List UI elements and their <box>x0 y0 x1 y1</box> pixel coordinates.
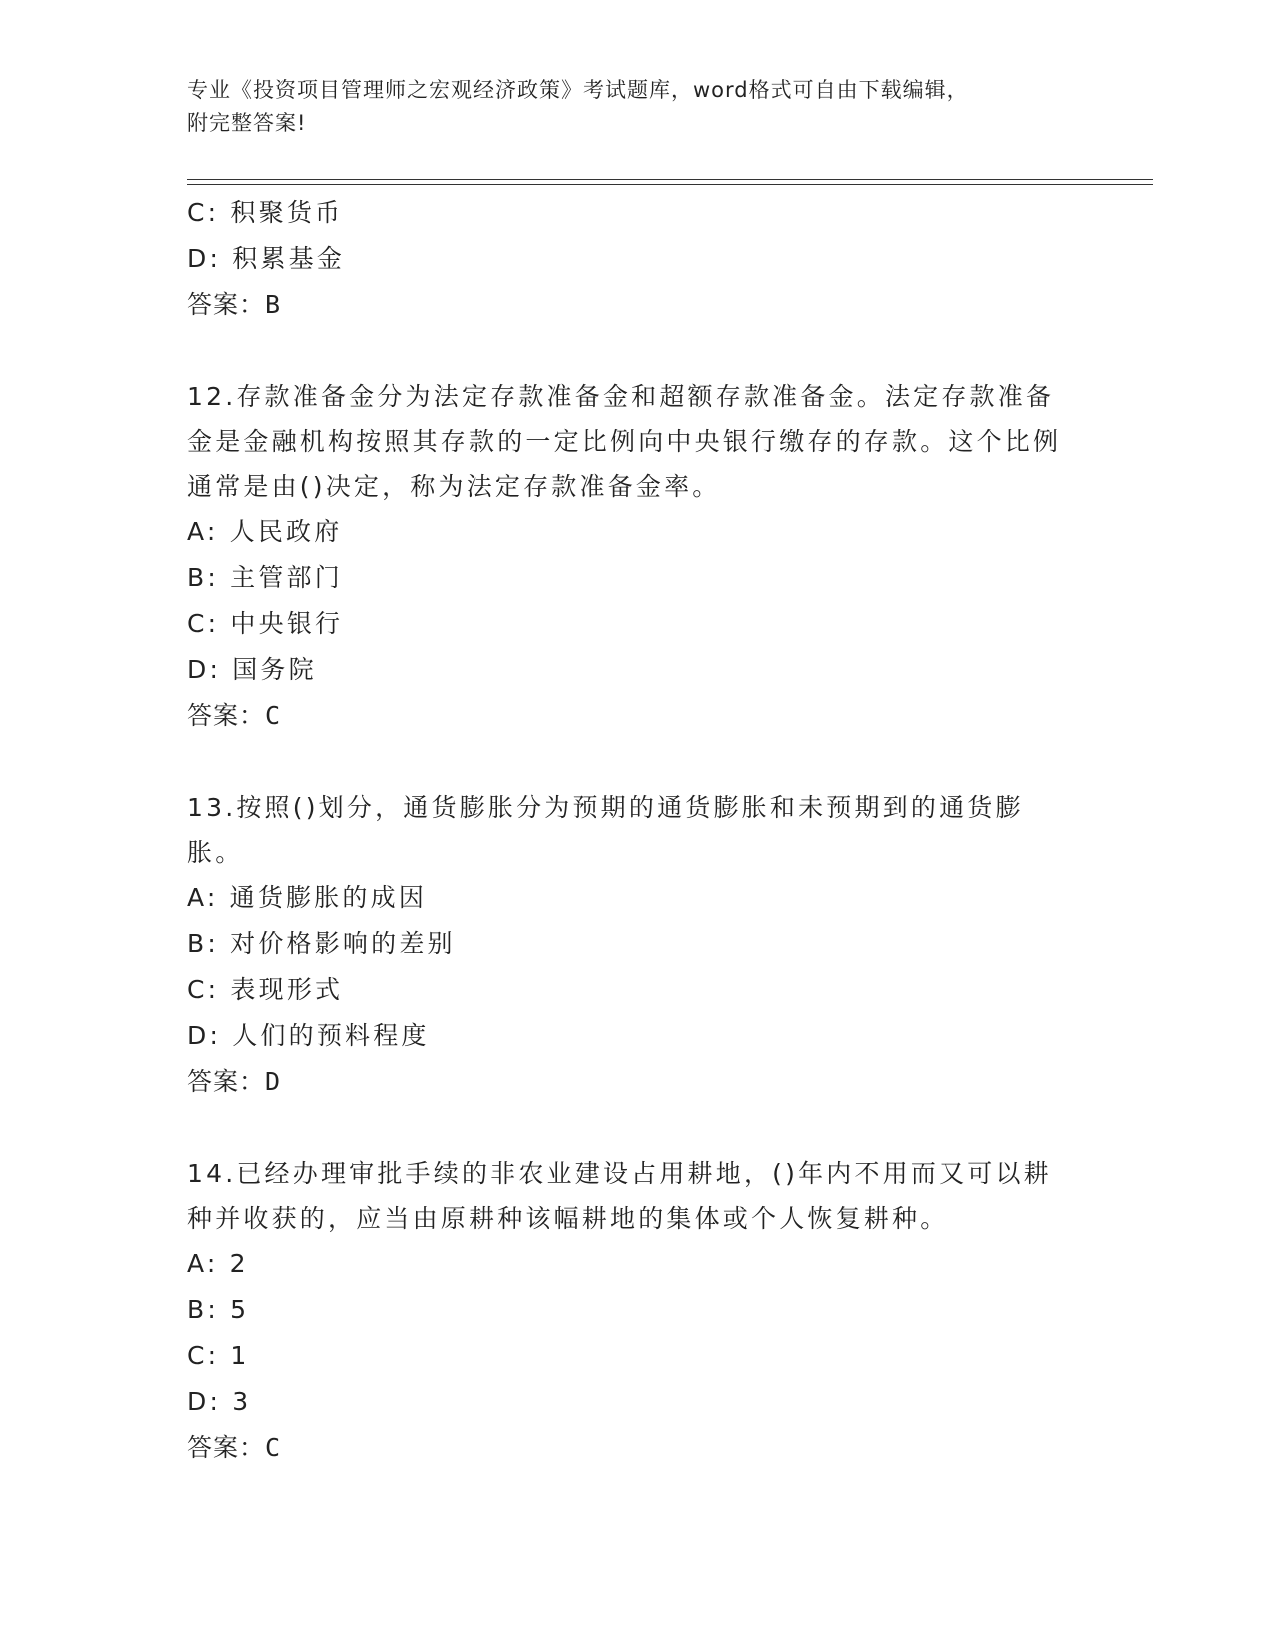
answer-label: 答案： <box>187 290 266 319</box>
answer-label: 答案： <box>187 1067 266 1096</box>
option-c: C: 表现形式 <box>187 975 344 1004</box>
option-d: D: 3 <box>187 1387 252 1416</box>
answer-value: B <box>265 290 282 319</box>
question-spacer <box>187 739 1087 785</box>
option-b: B: 5 <box>187 1295 250 1324</box>
option-d: D: 人们的预料程度 <box>187 1021 430 1050</box>
option-d: D: 国务院 <box>187 655 317 684</box>
option-a: A: 通货膨胀的成因 <box>187 883 428 912</box>
header-line-2: 附完整答案! <box>187 111 307 135</box>
question-text: 14.已经办理审批手续的非农业建设占用耕地，()年内不用而又可以耕种并收获的，应当由原耕种该幅耕地的集体或个人恢复耕种。 <box>187 1159 1052 1233</box>
answer-line <box>187 693 1087 739</box>
answer-label: 答案： <box>187 1433 266 1462</box>
question-14 <box>187 1151 1087 1471</box>
question-text: 13.按照()划分，通货膨胀分为预期的通货膨胀和未预期到的通货膨胀。 <box>187 793 1024 867</box>
answer-line <box>187 1425 1087 1471</box>
option-c: C: 积聚货币 <box>187 198 344 227</box>
option-a: A: 人民政府 <box>187 517 343 546</box>
option-c: C: 中央银行 <box>187 609 344 638</box>
answer-value: C <box>265 1433 282 1462</box>
header-divider-top <box>187 179 1153 180</box>
answer-line <box>187 282 1087 328</box>
document-header <box>187 74 1087 140</box>
question-12 <box>187 374 1087 739</box>
question-text: 12.存款准备金分为法定存款准备金和超额存款准备金。法定存款准备金是金融机构按照其存款的一定比例向中央银行缴存的存款。这个比例通常是由()决定，称为法定存款准备金率。 <box>187 382 1062 501</box>
answer-line <box>187 1059 1087 1105</box>
option-a: A: 2 <box>187 1249 249 1278</box>
option-d: D: 积累基金 <box>187 244 346 273</box>
header-line-1: 专业《投资项目管理师之宏观经济政策》考试题库，word格式可自由下载编辑， <box>187 78 969 102</box>
question-13 <box>187 785 1087 1105</box>
question-list <box>187 190 1087 1471</box>
option-b: B: 主管部门 <box>187 563 343 592</box>
question-spacer <box>187 328 1087 374</box>
question-spacer <box>187 1105 1087 1151</box>
option-b: B: 对价格影响的差别 <box>187 929 456 958</box>
answer-value: C <box>265 701 282 730</box>
option-c: C: 1 <box>187 1341 250 1370</box>
answer-label: 答案： <box>187 701 266 730</box>
question-11-continued <box>187 190 1087 328</box>
header-divider-bottom <box>187 184 1153 185</box>
answer-value: D <box>265 1067 282 1096</box>
